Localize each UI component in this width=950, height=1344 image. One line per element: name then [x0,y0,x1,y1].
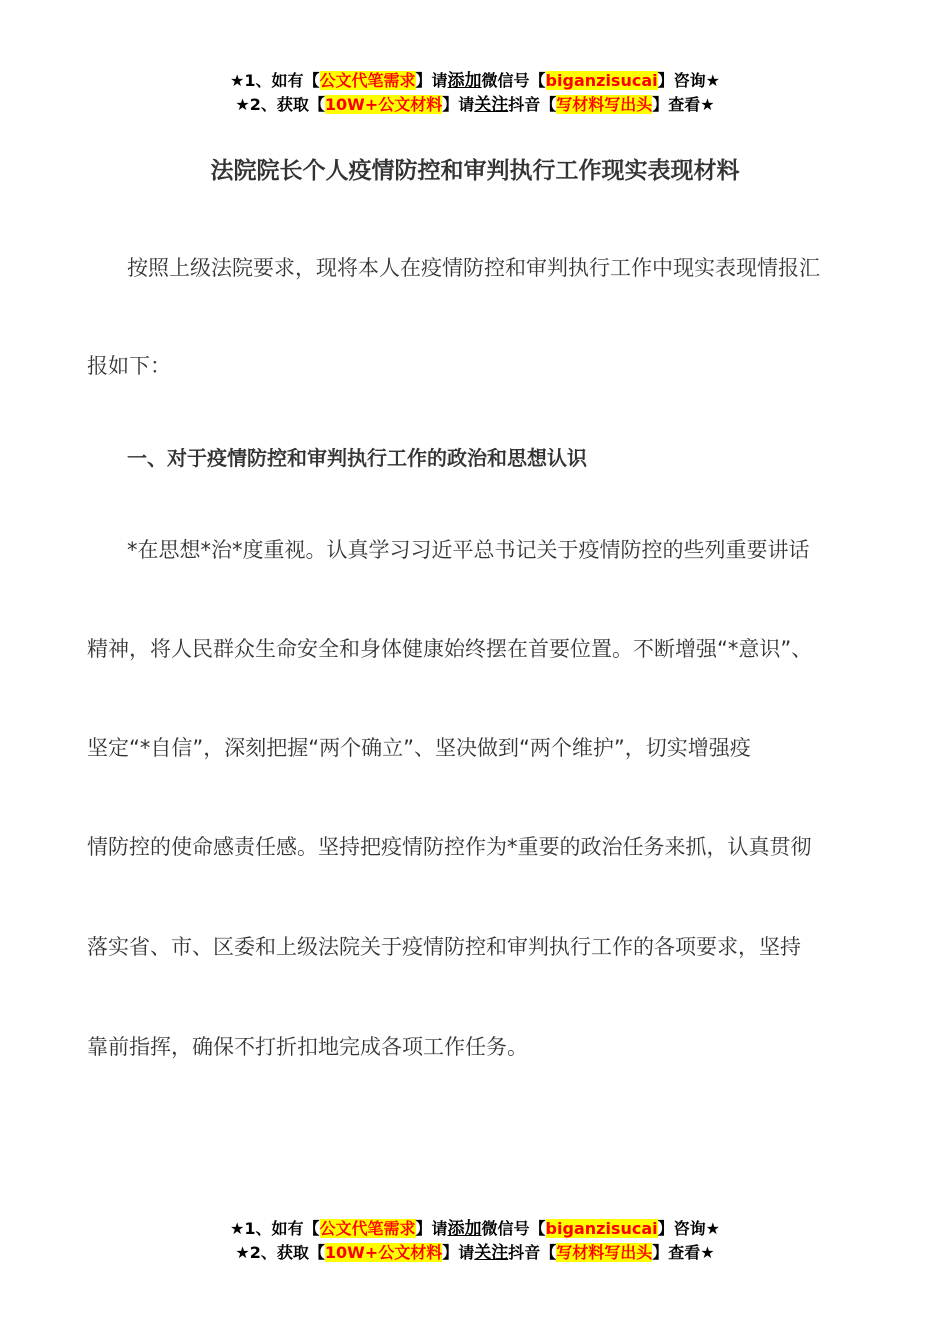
promo-text: ★2、获取【 [235,95,325,114]
intro-line-2: 报如下： [87,354,171,378]
promo-emphasis: 添加 [447,1219,482,1239]
paragraph-line: 坚定“*自信”，深刻把握“两个确立”、坚决做到“两个维护”，切实增强疫 [87,736,751,760]
promo-text: 抖音【 [508,1243,557,1262]
promo-highlight: biganzisucai [545,71,658,90]
promo-text: 】咨询★ [657,71,720,90]
promo-text: 】查看★ [652,95,715,114]
promo-line-1 [0,1217,950,1241]
promo-line-2 [0,1241,950,1265]
promo-text: 】查看★ [652,1243,715,1262]
intro-line-1: 按照上级法院要求，现将本人在疫情防控和审判执行工作中现实表现情报汇 [127,256,820,280]
promo-emphasis: 关注 [474,1243,509,1263]
promo-highlight: 公文代笔需求 [319,71,416,90]
footer-promo-banner [0,1217,950,1265]
promo-highlight: biganzisucai [545,1219,658,1238]
promo-text: 】请 [442,1243,475,1262]
promo-text: 微信号【 [481,1219,546,1238]
promo-highlight: 10W+公文材料 [324,1243,443,1262]
promo-text: 】请 [415,71,448,90]
promo-text: ★1、如有【 [230,1219,320,1238]
promo-text: 微信号【 [481,71,546,90]
promo-text: ★1、如有【 [230,71,320,90]
paragraph-line: 靠前指挥，确保不打折扣地完成各项工作任务。 [87,1035,528,1059]
promo-text: 】请 [415,1219,448,1238]
promo-text: 】咨询★ [657,1219,720,1238]
section-heading: 一、对于疫情防控和审判执行工作的政治和思想认识 [127,446,587,470]
promo-highlight: 写材料写出头 [556,95,653,114]
promo-line-2 [0,93,950,117]
paragraph-line: *在思想*治*度重视。认真学习习近平总书记关于疫情防控的些列重要讲话 [127,538,810,562]
promo-highlight: 写材料写出头 [556,1243,653,1262]
header-promo-banner [0,69,950,117]
promo-highlight: 10W+公文材料 [324,95,443,114]
promo-text: ★2、获取【 [235,1243,325,1262]
document-title: 法院院长个人疫情防控和审判执行工作现实表现材料 [210,158,740,184]
paragraph-line: 情防控的使命感责任感。坚持把疫情防控作为*重要的政治任务来抓，认真贯彻 [87,835,812,859]
promo-emphasis: 关注 [474,95,509,115]
promo-text: 】请 [442,95,475,114]
promo-highlight: 公文代笔需求 [319,1219,416,1238]
promo-text: 抖音【 [508,95,557,114]
paragraph-line: 落实省、市、区委和上级法院关于疫情防控和审判执行工作的各项要求，坚持 [87,935,801,959]
promo-emphasis: 添加 [447,71,482,91]
promo-line-1 [0,69,950,93]
paragraph-line: 精神，将人民群众生命安全和身体健康始终摆在首要位置。不断增强“*意识”、 [87,637,813,661]
